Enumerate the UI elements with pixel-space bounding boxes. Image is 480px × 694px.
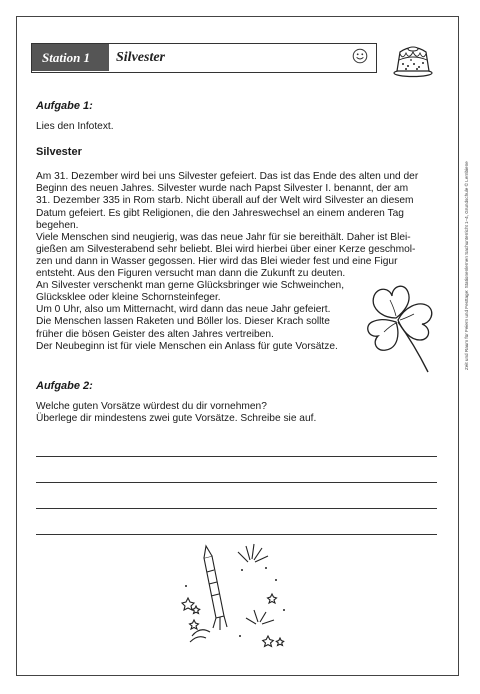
writing-line[interactable] xyxy=(36,482,437,483)
infotext-line: gießen am Silvesterabend sehr beliebt. Blei wird hierbei über einer Kerze geschmol- xyxy=(36,243,416,255)
task2-title: Aufgabe 2: xyxy=(36,379,93,392)
infotext-line: Die Menschen lassen Raketen und Böller los. Dieser Krach sollte xyxy=(36,316,330,328)
task2-instruction: Überlege dir mindestens zwei gute Vorsätze. Schreibe sie auf. xyxy=(36,412,317,424)
infotext-line: Glücksklee oder kleine Schornsteinfeger. xyxy=(36,292,221,304)
infotext-line: entsteht. Aus den Figuren versucht man dann die Zukunft zu deuten. xyxy=(36,268,346,280)
infotext-line: An Silvester verschenkt man gerne Glücksbringer wie Schweinchen, xyxy=(36,280,345,292)
infotext-line: Viele Menschen sind neugierig, was das neue Jahr für sie bereithält. Daher ist Blei- xyxy=(36,231,411,243)
cake-icon xyxy=(391,38,435,78)
rocket-fireworks-icon xyxy=(180,540,295,652)
header-bar xyxy=(31,43,377,73)
clover-icon xyxy=(358,278,440,378)
infotext-line: Um 0 Uhr, also um Mitternacht, wird dann das neue Jahr gefeiert. xyxy=(36,304,331,316)
infotext-heading: Silvester xyxy=(36,146,82,159)
task1-instruction: Lies den Infotext. xyxy=(36,121,114,133)
writing-line[interactable] xyxy=(36,456,437,457)
infotext-line: Datum gefeiert. Es gibt Religionen, die den Jahreswechsel an einem anderen Tag xyxy=(36,207,404,219)
writing-line[interactable] xyxy=(36,534,437,535)
writing-line[interactable] xyxy=(36,508,437,509)
infotext-line: Der Neubeginn ist für viele Menschen ein Anlass für gute Vorsätze. xyxy=(36,340,338,352)
station-label: Station 1 xyxy=(32,44,109,71)
infotext-line: Am 31. Dezember wird bei uns Silvester gefeiert. Das ist das Ende des alten und der xyxy=(36,171,419,183)
page-title: Silvester xyxy=(116,50,165,65)
infotext-line: zen und dann in Wasser gegossen. Hier wird das Blei wieder fest und eine Figur xyxy=(36,255,398,267)
infotext-line: früher die bösen Geister des alten Jahres vertreiben. xyxy=(36,328,274,340)
copyright-credit: Zeit und Raum für Feiern und Festtage: Stationenlernen Sachunterricht 1–4, Grundschule © Lernbiene xyxy=(464,161,469,370)
smiley-icon xyxy=(352,48,368,64)
infotext-line: 31. Dezember 335 in Rom starb. Nicht überall auf der Welt wird Silvester an diesem xyxy=(36,195,414,207)
task2-question: Welche guten Vorsätze würdest du dir vornehmen? xyxy=(36,400,267,412)
task1-title: Aufgabe 1: xyxy=(36,100,93,112)
infotext-line: begehen. xyxy=(36,219,79,231)
infotext-line: Beginn des neuen Jahres. Silvester wurde nach Papst Silvester I. benannt, der am xyxy=(36,183,409,195)
station-header xyxy=(31,30,445,90)
